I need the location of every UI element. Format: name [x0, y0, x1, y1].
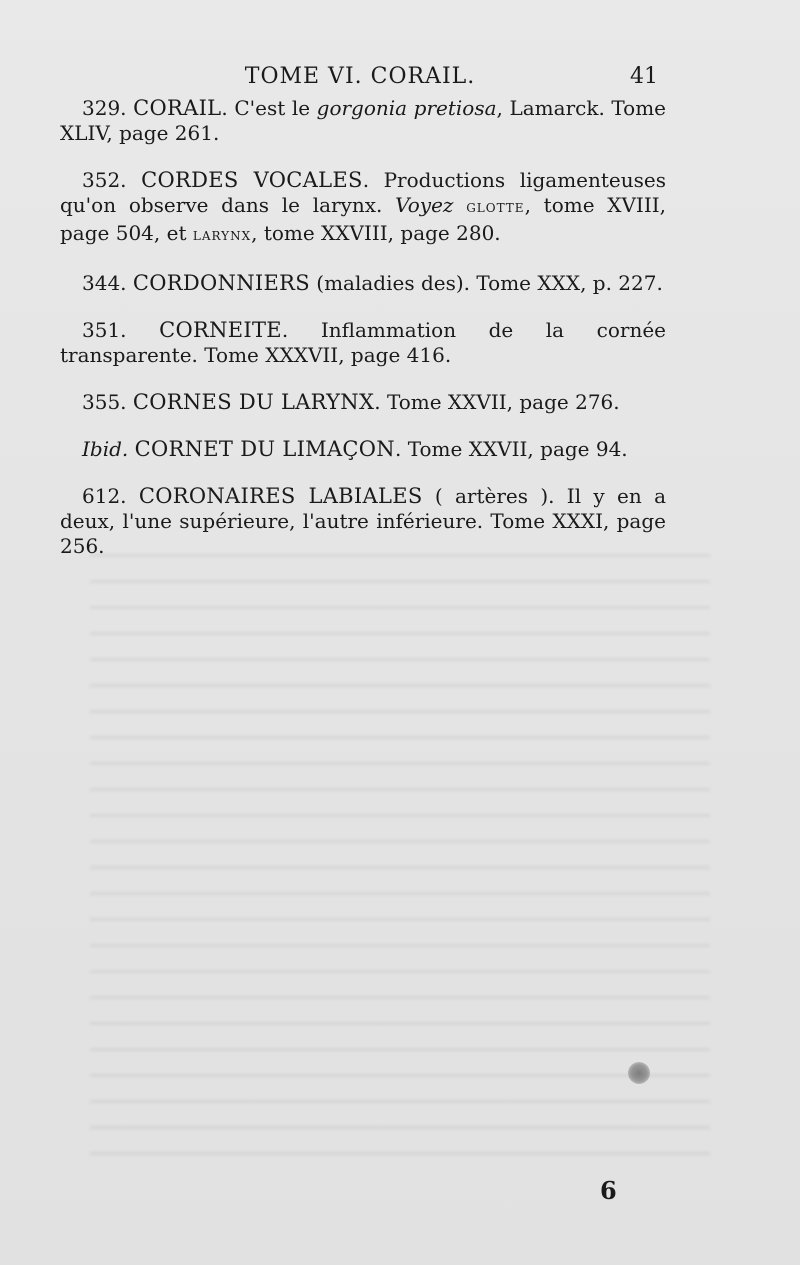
entry-headword: CORNEITE [159, 318, 282, 342]
signature-mark: 6 [600, 1176, 617, 1205]
ink-spot [628, 1062, 650, 1084]
entry-list [60, 96, 666, 581]
entry-text: (maladies des). Tome XXX, p. 227. [309, 271, 663, 295]
entry-cordonniers [60, 271, 666, 296]
entry-text: . C'est le [221, 96, 317, 120]
entry-number: 329. [82, 96, 127, 120]
entry-text: . Tome XXVII, page 94. [395, 437, 628, 461]
entry-cornes-du-larynx [60, 390, 666, 415]
entry-headword: CORNES DU LARYNX [132, 390, 375, 414]
entry-text: , Lamarck. Tome XLIV, page 261. [60, 96, 666, 145]
page-header [60, 62, 660, 96]
entry-cordes-vocales [60, 168, 666, 249]
bleed-through-texture [90, 540, 710, 1160]
entry-number: 344. [82, 271, 127, 295]
entry-text: . Inflammation de la cornée transparente. Tome XXXVII, page 416. [60, 318, 667, 367]
entry-text: . Productions ligamenteuses qu'on observe dans le larynx. [60, 168, 667, 217]
entry-headword: CORDONNIERS [132, 271, 310, 295]
entry-text: . Tome XXVII, page 276. [374, 390, 620, 414]
entry-number: Ibid. [82, 437, 129, 461]
entry-italic: gorgonia pretiosa [316, 96, 497, 120]
entry-headword: CORAIL [133, 96, 222, 120]
entry-corail [60, 96, 666, 146]
entry-headword: CORDES VOCALES [141, 168, 363, 192]
running-head: TOME VI. CORAIL. [244, 64, 476, 89]
entry-corneite [60, 318, 666, 368]
cross-reference: LARYNX [192, 229, 252, 243]
entry-text: , tome XXVIII, page 280. [251, 221, 501, 245]
entry-italic: Voyez [395, 193, 454, 217]
entry-cornet-du-limacon [60, 437, 666, 462]
entry-text: , tome XVIII, page 504, et [60, 193, 666, 245]
entry-headword: CORNET DU LIMAÇON [134, 437, 395, 461]
entry-number: 351. [82, 318, 127, 342]
entry-number: 355. [82, 390, 127, 414]
page-number: 41 [630, 64, 658, 89]
entry-number: 352. [82, 168, 127, 192]
cross-reference: GLOTTE [466, 201, 525, 215]
entry-text: ( artères ). Il y en a deux, l'une supérieure, l'autre inférieure. Tome XXXI, page 256. [60, 484, 667, 558]
entry-number: 612. [82, 484, 127, 508]
entry-headword: CORONAIRES LABIALES [138, 484, 423, 508]
